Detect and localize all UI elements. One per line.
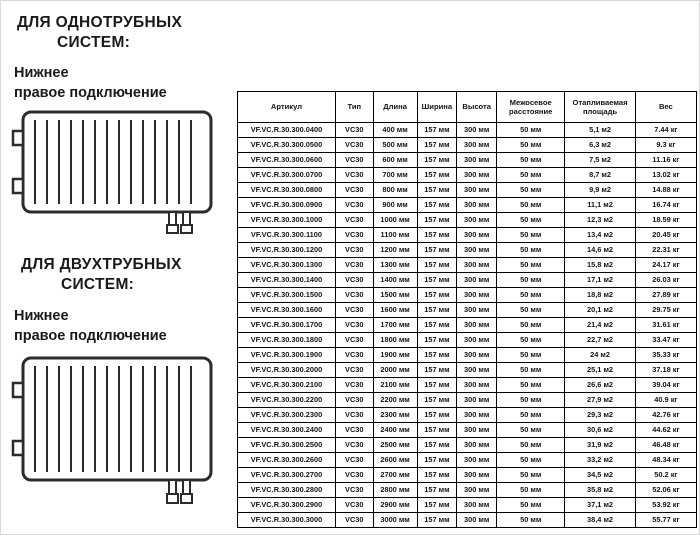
- cell-width: 157 мм: [417, 288, 457, 303]
- cell-type: VC30: [335, 183, 373, 198]
- cell-heated-area: 26,6 м2: [565, 378, 635, 393]
- cell-heated-area: 20,1 м2: [565, 303, 635, 318]
- cell-height: 300 мм: [457, 393, 497, 408]
- cell-height: 300 мм: [457, 213, 497, 228]
- cell-length: 1500 мм: [373, 288, 417, 303]
- cell-height: 300 мм: [457, 378, 497, 393]
- cell-article: VF.VC.R.30.300.1200: [238, 243, 336, 258]
- cell-height: 300 мм: [457, 123, 497, 138]
- cell-article: VF.VC.R.30.300.2100: [238, 378, 336, 393]
- cell-width: 157 мм: [417, 453, 457, 468]
- subtitle-line2: правое подключение: [14, 85, 167, 101]
- cell-height: 300 мм: [457, 303, 497, 318]
- cell-center-distance: 50 мм: [497, 228, 565, 243]
- cell-type: VC30: [335, 138, 373, 153]
- cell-length: 1100 мм: [373, 228, 417, 243]
- cell-type: VC30: [335, 153, 373, 168]
- cell-width: 157 мм: [417, 138, 457, 153]
- cell-weight: 50.2 кг: [635, 468, 696, 483]
- radiator-diagram-single-pipe: [9, 107, 223, 243]
- cell-heated-area: 33,2 м2: [565, 453, 635, 468]
- cell-center-distance: 50 мм: [497, 408, 565, 423]
- cell-article: VF.VC.R.30.300.0700: [238, 168, 336, 183]
- table-row: [238, 213, 697, 228]
- cell-width: 157 мм: [417, 498, 457, 513]
- table-row: [238, 198, 697, 213]
- cell-article: VF.VC.R.30.300.0900: [238, 198, 336, 213]
- table-row: [238, 138, 697, 153]
- cell-type: VC30: [335, 408, 373, 423]
- spec-table: [237, 91, 697, 528]
- cell-width: 157 мм: [417, 348, 457, 363]
- cell-article: VF.VC.R.30.300.2400: [238, 423, 336, 438]
- subtitle-line2: правое подключение: [14, 328, 167, 344]
- cell-article: VF.VC.R.30.300.3000: [238, 513, 336, 528]
- table-row: [238, 498, 697, 513]
- cell-article: VF.VC.R.30.300.2800: [238, 483, 336, 498]
- cell-height: 300 мм: [457, 318, 497, 333]
- cell-heated-area: 38,4 м2: [565, 513, 635, 528]
- table-row: [238, 153, 697, 168]
- cell-type: VC30: [335, 243, 373, 258]
- table-row: [238, 243, 697, 258]
- table-row: [238, 363, 697, 378]
- cell-center-distance: 50 мм: [497, 348, 565, 363]
- col-header-article: Артикул: [238, 92, 336, 123]
- cell-weight: 52.06 кг: [635, 483, 696, 498]
- table-row: [238, 453, 697, 468]
- cell-width: 157 мм: [417, 258, 457, 273]
- cell-center-distance: 50 мм: [497, 168, 565, 183]
- cell-length: 1400 мм: [373, 273, 417, 288]
- cell-length: 1300 мм: [373, 258, 417, 273]
- subtitle-line1: Нижнее: [14, 65, 69, 81]
- cell-article: VF.VC.R.30.300.1400: [238, 273, 336, 288]
- cell-heated-area: 30,6 м2: [565, 423, 635, 438]
- cell-length: 3000 мм: [373, 513, 417, 528]
- cell-heated-area: 9,9 м2: [565, 183, 635, 198]
- cell-article: VF.VC.R.30.300.1900: [238, 348, 336, 363]
- cell-height: 300 мм: [457, 258, 497, 273]
- cell-article: VF.VC.R.30.300.1700: [238, 318, 336, 333]
- col-header-center-distance: Межосевое расстояние: [497, 92, 565, 123]
- cell-height: 300 мм: [457, 423, 497, 438]
- cell-center-distance: 50 мм: [497, 438, 565, 453]
- cell-article: VF.VC.R.30.300.1100: [238, 228, 336, 243]
- cell-weight: 24.17 кг: [635, 258, 696, 273]
- cell-weight: 40.9 кг: [635, 393, 696, 408]
- cell-heated-area: 14,6 м2: [565, 243, 635, 258]
- cell-weight: 55.77 кг: [635, 513, 696, 528]
- table-row: [238, 483, 697, 498]
- cell-article: VF.VC.R.30.300.0800: [238, 183, 336, 198]
- cell-width: 157 мм: [417, 483, 457, 498]
- cell-width: 157 мм: [417, 378, 457, 393]
- cell-heated-area: 6,3 м2: [565, 138, 635, 153]
- cell-weight: 14.88 кг: [635, 183, 696, 198]
- table-row: [238, 438, 697, 453]
- section-subtitle-two-pipe: [14, 306, 167, 346]
- mounting-bracket-bottom: [13, 441, 23, 455]
- cell-center-distance: 50 мм: [497, 198, 565, 213]
- cell-length: 900 мм: [373, 198, 417, 213]
- cell-height: 300 мм: [457, 183, 497, 198]
- cell-width: 157 мм: [417, 213, 457, 228]
- cell-height: 300 мм: [457, 273, 497, 288]
- table-row: [238, 228, 697, 243]
- table-row: [238, 258, 697, 273]
- cell-center-distance: 50 мм: [497, 288, 565, 303]
- cell-width: 157 мм: [417, 333, 457, 348]
- bottom-right-connection-pipes: [167, 212, 192, 233]
- section-title-two-pipe: [21, 255, 182, 295]
- cell-height: 300 мм: [457, 333, 497, 348]
- cell-height: 300 мм: [457, 348, 497, 363]
- table-header-row: [238, 92, 697, 123]
- cell-weight: 39.04 кг: [635, 378, 696, 393]
- cell-heated-area: 25,1 м2: [565, 363, 635, 378]
- cell-height: 300 мм: [457, 483, 497, 498]
- cell-length: 1900 мм: [373, 348, 417, 363]
- cell-type: VC30: [335, 393, 373, 408]
- cell-center-distance: 50 мм: [497, 303, 565, 318]
- cell-weight: 44.62 кг: [635, 423, 696, 438]
- cell-height: 300 мм: [457, 438, 497, 453]
- table-row: [238, 318, 697, 333]
- cell-article: VF.VC.R.30.300.1500: [238, 288, 336, 303]
- cell-height: 300 мм: [457, 513, 497, 528]
- cell-length: 1200 мм: [373, 243, 417, 258]
- cell-height: 300 мм: [457, 363, 497, 378]
- cell-height: 300 мм: [457, 228, 497, 243]
- cell-width: 157 мм: [417, 408, 457, 423]
- table-row: [238, 168, 697, 183]
- cell-length: 1000 мм: [373, 213, 417, 228]
- table-header: [238, 92, 697, 123]
- cell-article: VF.VC.R.30.300.0400: [238, 123, 336, 138]
- cell-heated-area: 37,1 м2: [565, 498, 635, 513]
- col-header-length: Длина: [373, 92, 417, 123]
- table-row: [238, 513, 697, 528]
- cell-heated-area: 17,1 м2: [565, 273, 635, 288]
- cell-heated-area: 13,4 м2: [565, 228, 635, 243]
- cell-type: VC30: [335, 123, 373, 138]
- cell-heated-area: 11,1 м2: [565, 198, 635, 213]
- cell-type: VC30: [335, 513, 373, 528]
- cell-weight: 35.33 кг: [635, 348, 696, 363]
- cell-width: 157 мм: [417, 438, 457, 453]
- cell-length: 2300 мм: [373, 408, 417, 423]
- cell-width: 157 мм: [417, 168, 457, 183]
- cell-center-distance: 50 мм: [497, 378, 565, 393]
- cell-weight: 46.48 кг: [635, 438, 696, 453]
- cell-center-distance: 50 мм: [497, 273, 565, 288]
- cell-heated-area: 21,4 м2: [565, 318, 635, 333]
- cell-height: 300 мм: [457, 153, 497, 168]
- cell-center-distance: 50 мм: [497, 243, 565, 258]
- col-header-heated-area: Отапливаемая площадь: [565, 92, 635, 123]
- cell-heated-area: 15,8 м2: [565, 258, 635, 273]
- section-title-single-pipe: [17, 13, 182, 53]
- cell-weight: 53.92 кг: [635, 498, 696, 513]
- cell-height: 300 мм: [457, 138, 497, 153]
- cell-type: VC30: [335, 333, 373, 348]
- section-title-line2: СИСТЕМ:: [57, 34, 131, 51]
- cell-center-distance: 50 мм: [497, 483, 565, 498]
- cell-heated-area: 12,3 м2: [565, 213, 635, 228]
- cell-type: VC30: [335, 168, 373, 183]
- cell-weight: 7.44 кг: [635, 123, 696, 138]
- cell-article: VF.VC.R.30.300.1300: [238, 258, 336, 273]
- cell-type: VC30: [335, 438, 373, 453]
- cell-weight: 29.75 кг: [635, 303, 696, 318]
- cell-center-distance: 50 мм: [497, 258, 565, 273]
- cell-article: VF.VC.R.30.300.2300: [238, 408, 336, 423]
- cell-heated-area: 29,3 м2: [565, 408, 635, 423]
- cell-heated-area: 35,8 м2: [565, 483, 635, 498]
- spec-table-body: [238, 123, 697, 528]
- table-row: [238, 393, 697, 408]
- cell-length: 2700 мм: [373, 468, 417, 483]
- section-title-line1: ДЛЯ ОДНОТРУБНЫХ: [17, 14, 183, 31]
- cell-width: 157 мм: [417, 183, 457, 198]
- table-row: [238, 408, 697, 423]
- col-header-type: Тип: [335, 92, 373, 123]
- cell-width: 157 мм: [417, 513, 457, 528]
- cell-weight: 22.31 кг: [635, 243, 696, 258]
- cell-weight: 31.61 кг: [635, 318, 696, 333]
- cell-height: 300 мм: [457, 168, 497, 183]
- mounting-bracket-top: [13, 131, 23, 145]
- cell-heated-area: 22,7 м2: [565, 333, 635, 348]
- cell-type: VC30: [335, 228, 373, 243]
- cell-width: 157 мм: [417, 198, 457, 213]
- cell-width: 157 мм: [417, 243, 457, 258]
- table-row: [238, 183, 697, 198]
- cell-width: 157 мм: [417, 123, 457, 138]
- bottom-right-connection-pipes: [167, 480, 192, 503]
- cell-article: VF.VC.R.30.300.2200: [238, 393, 336, 408]
- cell-height: 300 мм: [457, 198, 497, 213]
- cell-article: VF.VC.R.30.300.2600: [238, 453, 336, 468]
- cell-length: 400 мм: [373, 123, 417, 138]
- cell-type: VC30: [335, 213, 373, 228]
- cell-center-distance: 50 мм: [497, 498, 565, 513]
- cell-center-distance: 50 мм: [497, 513, 565, 528]
- cell-weight: 26.03 кг: [635, 273, 696, 288]
- cell-height: 300 мм: [457, 468, 497, 483]
- cell-type: VC30: [335, 273, 373, 288]
- cell-length: 2400 мм: [373, 423, 417, 438]
- col-header-weight: Вес: [635, 92, 696, 123]
- cell-type: VC30: [335, 483, 373, 498]
- cell-length: 2500 мм: [373, 438, 417, 453]
- cell-article: VF.VC.R.30.300.1000: [238, 213, 336, 228]
- cell-type: VC30: [335, 468, 373, 483]
- cell-type: VC30: [335, 258, 373, 273]
- cell-center-distance: 50 мм: [497, 393, 565, 408]
- cell-article: VF.VC.R.30.300.2500: [238, 438, 336, 453]
- col-header-width: Ширина: [417, 92, 457, 123]
- cell-article: VF.VC.R.30.300.1600: [238, 303, 336, 318]
- cell-center-distance: 50 мм: [497, 363, 565, 378]
- cell-width: 157 мм: [417, 393, 457, 408]
- subtitle-line1: Нижнее: [14, 308, 69, 324]
- cell-article: VF.VC.R.30.300.2900: [238, 498, 336, 513]
- cell-length: 1700 мм: [373, 318, 417, 333]
- cell-length: 1800 мм: [373, 333, 417, 348]
- cell-height: 300 мм: [457, 243, 497, 258]
- cell-heated-area: 18,8 м2: [565, 288, 635, 303]
- table-row: [238, 303, 697, 318]
- cell-center-distance: 50 мм: [497, 123, 565, 138]
- table-row: [238, 288, 697, 303]
- cell-width: 157 мм: [417, 153, 457, 168]
- table-row: [238, 468, 697, 483]
- cell-length: 2800 мм: [373, 483, 417, 498]
- cell-center-distance: 50 мм: [497, 453, 565, 468]
- table-row: [238, 378, 697, 393]
- cell-height: 300 мм: [457, 453, 497, 468]
- cell-length: 1600 мм: [373, 303, 417, 318]
- table-row: [238, 423, 697, 438]
- cell-type: VC30: [335, 423, 373, 438]
- cell-type: VC30: [335, 318, 373, 333]
- section-subtitle-single-pipe: [14, 63, 167, 103]
- cell-center-distance: 50 мм: [497, 423, 565, 438]
- cell-length: 2200 мм: [373, 393, 417, 408]
- cell-length: 600 мм: [373, 153, 417, 168]
- cell-weight: 33.47 кг: [635, 333, 696, 348]
- cell-type: VC30: [335, 378, 373, 393]
- cell-width: 157 мм: [417, 273, 457, 288]
- cell-heated-area: 8,7 м2: [565, 168, 635, 183]
- cell-center-distance: 50 мм: [497, 213, 565, 228]
- cell-article: VF.VC.R.30.300.1800: [238, 333, 336, 348]
- cell-weight: 42.76 кг: [635, 408, 696, 423]
- cell-type: VC30: [335, 453, 373, 468]
- table-row: [238, 273, 697, 288]
- radiator-diagram-two-pipe: [9, 353, 223, 515]
- cell-width: 157 мм: [417, 363, 457, 378]
- cell-type: VC30: [335, 348, 373, 363]
- cell-center-distance: 50 мм: [497, 183, 565, 198]
- cell-width: 157 мм: [417, 318, 457, 333]
- cell-length: 700 мм: [373, 168, 417, 183]
- cell-weight: 9.3 кг: [635, 138, 696, 153]
- cell-center-distance: 50 мм: [497, 468, 565, 483]
- cell-heated-area: 24 м2: [565, 348, 635, 363]
- cell-weight: 20.45 кг: [635, 228, 696, 243]
- cell-weight: 16.74 кг: [635, 198, 696, 213]
- cell-type: VC30: [335, 303, 373, 318]
- cell-width: 157 мм: [417, 423, 457, 438]
- cell-weight: 48.34 кг: [635, 453, 696, 468]
- cell-heated-area: 5,1 м2: [565, 123, 635, 138]
- cell-length: 2000 мм: [373, 363, 417, 378]
- cell-width: 157 мм: [417, 303, 457, 318]
- cell-length: 800 мм: [373, 183, 417, 198]
- cell-type: VC30: [335, 498, 373, 513]
- cell-length: 500 мм: [373, 138, 417, 153]
- cell-length: 2100 мм: [373, 378, 417, 393]
- cell-article: VF.VC.R.30.300.0600: [238, 153, 336, 168]
- cell-length: 2600 мм: [373, 453, 417, 468]
- cell-article: VF.VC.R.30.300.0500: [238, 138, 336, 153]
- cell-weight: 27.89 кг: [635, 288, 696, 303]
- cell-article: VF.VC.R.30.300.2700: [238, 468, 336, 483]
- cell-length: 2900 мм: [373, 498, 417, 513]
- mounting-bracket-bottom: [13, 179, 23, 193]
- cell-height: 300 мм: [457, 288, 497, 303]
- cell-width: 157 мм: [417, 228, 457, 243]
- cell-center-distance: 50 мм: [497, 333, 565, 348]
- cell-type: VC30: [335, 198, 373, 213]
- cell-center-distance: 50 мм: [497, 138, 565, 153]
- cell-center-distance: 50 мм: [497, 318, 565, 333]
- cell-heated-area: 27,9 м2: [565, 393, 635, 408]
- cell-weight: 11.16 кг: [635, 153, 696, 168]
- cell-heated-area: 34,5 м2: [565, 468, 635, 483]
- table-row: [238, 333, 697, 348]
- col-header-height: Высота: [457, 92, 497, 123]
- cell-weight: 37.18 кг: [635, 363, 696, 378]
- section-title-line2: СИСТЕМ:: [61, 276, 135, 293]
- mounting-bracket-top: [13, 383, 23, 397]
- cell-width: 157 мм: [417, 468, 457, 483]
- cell-height: 300 мм: [457, 498, 497, 513]
- cell-type: VC30: [335, 288, 373, 303]
- cell-heated-area: 7,5 м2: [565, 153, 635, 168]
- cell-center-distance: 50 мм: [497, 153, 565, 168]
- cell-weight: 18.59 кг: [635, 213, 696, 228]
- cell-type: VC30: [335, 363, 373, 378]
- table-row: [238, 123, 697, 138]
- cell-article: VF.VC.R.30.300.2000: [238, 363, 336, 378]
- cell-weight: 13.02 кг: [635, 168, 696, 183]
- cell-heated-area: 31,9 м2: [565, 438, 635, 453]
- table-row: [238, 348, 697, 363]
- cell-height: 300 мм: [457, 408, 497, 423]
- section-title-line1: ДЛЯ ДВУХТРУБНЫХ: [21, 256, 182, 273]
